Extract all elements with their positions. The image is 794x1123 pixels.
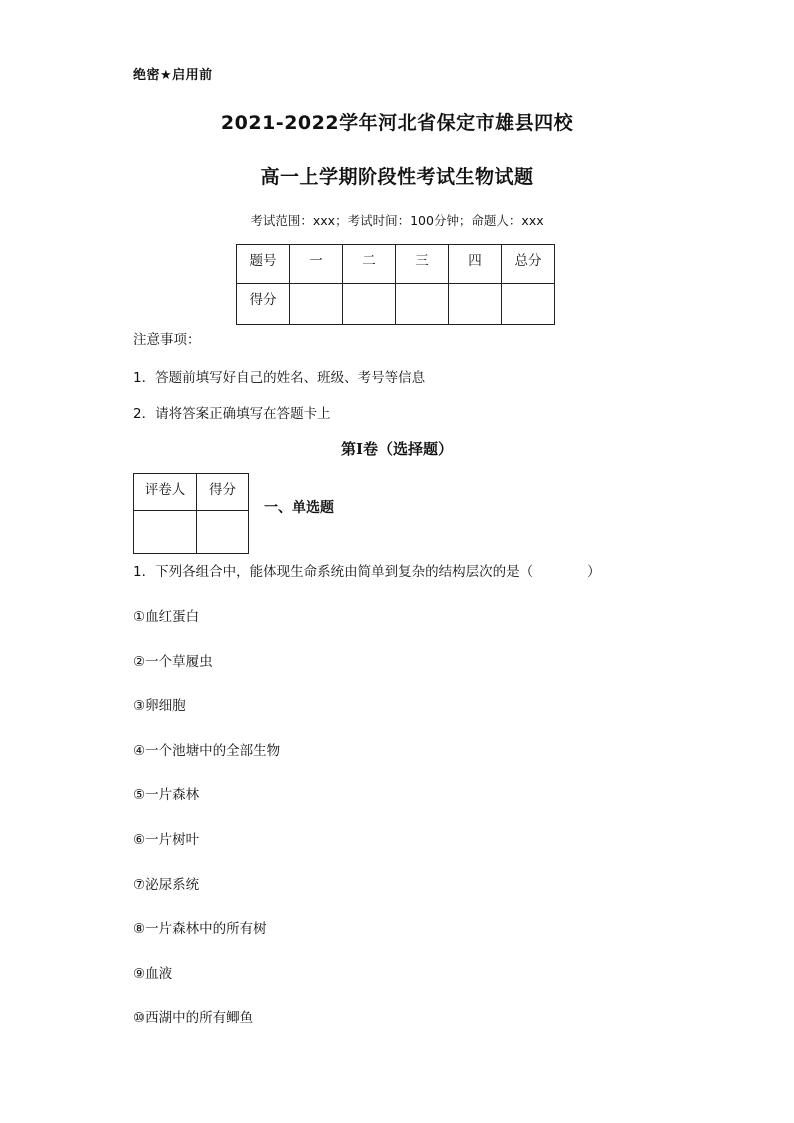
option-item: ⑦泌尿系统 (133, 877, 200, 893)
notes-title: 注意事项： (133, 332, 201, 348)
score-cell (290, 284, 343, 325)
score-row-label: 得分 (237, 284, 290, 325)
note-item: 1．答题前填写好自己的姓名、班级、考号等信息 (133, 370, 426, 386)
option-item: ⑨血液 (133, 966, 173, 982)
secret-label: 绝密★启用前 (133, 68, 213, 83)
note-item: 2．请将答案正确填写在答题卡上 (133, 406, 331, 422)
option-item: ②一个草履虫 (133, 654, 213, 670)
grader-table (133, 473, 249, 554)
grader-header-cell: 评卷人 (134, 474, 197, 511)
option-item: ⑥一片树叶 (133, 832, 200, 848)
exam-title-line1: 2021-2022学年河北省保定市雄县四校 (220, 112, 574, 134)
question-text: 1．下列各组合中，能体现生命系统由简单到复杂的结构层次的是（ ） (133, 564, 601, 580)
grader-header-row (134, 474, 249, 511)
score-cell (343, 284, 396, 325)
score-cell (502, 284, 555, 325)
option-item: ①血红蛋白 (133, 609, 200, 625)
score-table (236, 244, 555, 325)
grader-cell (134, 511, 197, 554)
score-header-cell: 四 (449, 245, 502, 284)
section-title: 第I卷（选择题） (340, 440, 454, 458)
grader-cell (197, 511, 249, 554)
score-cell (449, 284, 502, 325)
score-cell (396, 284, 449, 325)
option-item: ④一个池塘中的全部生物 (133, 743, 281, 759)
score-table-score-row (237, 284, 555, 325)
option-item: ⑧一片森林中的所有树 (133, 921, 267, 937)
grader-blank-row (134, 511, 249, 554)
score-table-header-row (237, 245, 555, 284)
exam-info: 考试范围：xxx；考试时间：100分钟；命题人：xxx (250, 213, 544, 228)
part-label: 一、单选题 (264, 500, 334, 516)
option-item: ⑩西湖中的所有鲫鱼 (133, 1010, 254, 1026)
score-header-cell: 二 (343, 245, 396, 284)
score-header-cell: 总分 (502, 245, 555, 284)
score-header-cell: 题号 (237, 245, 290, 284)
grader-header-cell: 得分 (197, 474, 249, 511)
score-header-cell: 一 (290, 245, 343, 284)
score-header-cell: 三 (396, 245, 449, 284)
option-item: ⑤一片森林 (133, 787, 200, 803)
exam-title-line2: 高一上学期阶段性考试生物试题 (260, 166, 534, 188)
option-item: ③卵细胞 (133, 698, 186, 714)
